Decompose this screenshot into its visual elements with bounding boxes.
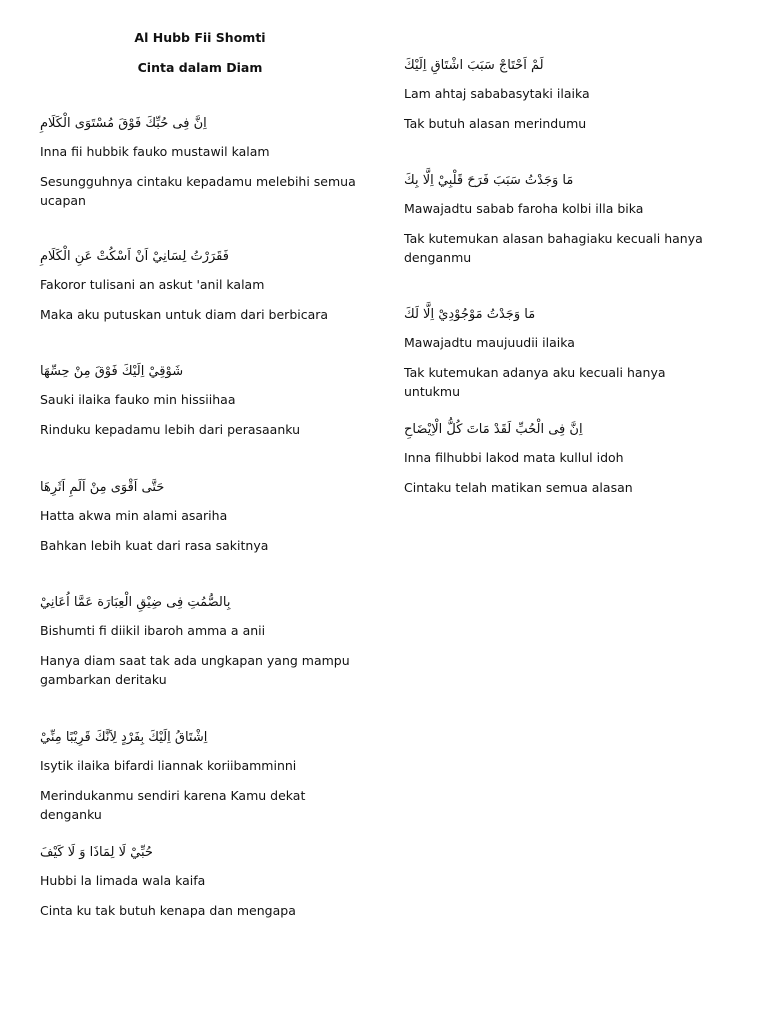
arabic-line: لَمْ اَحْتَاجْ سَبَبَ اشْتَاقِ اِلَيْكَ bbox=[404, 58, 544, 73]
arabic-line: مَا وَجَدْتُ سَبَبَ فَرَحَ قَلْبِيْ اِلَّا بِكَ bbox=[404, 173, 574, 188]
arabic-line: شَوْقِيْ اِلَيْكَ فَوْقَ مِنْ حِسِّهَا bbox=[40, 364, 184, 379]
poem-title: Al Hubb Fii Shomti bbox=[134, 30, 266, 45]
translation-line: Tak kutemukan adanya aku kecuali hanya untukmu bbox=[404, 365, 666, 399]
stanza-left-5 bbox=[40, 593, 360, 689]
transliteration-line: Fakoror tulisani an askut 'anil kalam bbox=[40, 277, 265, 292]
stanza-left-6 bbox=[40, 728, 360, 824]
stanza-left-3 bbox=[40, 362, 360, 439]
stanza-right-3 bbox=[404, 305, 714, 401]
arabic-line: حَتَّى اَقْوَى مِنْ اَلَمِ اَثَرِهَا bbox=[40, 480, 165, 495]
transliteration-line: Inna filhubbi lakod mata kullul idoh bbox=[404, 450, 624, 465]
poem-subtitle: Cinta dalam Diam bbox=[137, 60, 263, 75]
transliteration-line: Hatta akwa min alami asariha bbox=[40, 508, 228, 523]
translation-line: Hanya diam saat tak ada ungkapan yang mampu gambarkan deritaku bbox=[40, 653, 350, 687]
transliteration-line: Mawajadtu maujuudii ilaika bbox=[404, 335, 575, 350]
translation-line: Tak kutemukan alasan bahagiaku kecuali hanya denganmu bbox=[404, 231, 703, 265]
translation-line: Sesungguhnya cintaku kepadamu melebihi semua ucapan bbox=[40, 174, 356, 208]
translation-line: Maka aku putuskan untuk diam dari berbicara bbox=[40, 307, 329, 322]
stanza-right-4 bbox=[404, 420, 714, 497]
arabic-line: مَا وَجَدْتُ مَوْجُوْدِيْ اِلَّا لَكَ bbox=[404, 307, 536, 322]
arabic-line: فَقَرَرْتُ لِسَانِيْ اَنْ اَسْكُتْ عَنِ الْكَلَامِ bbox=[40, 249, 229, 264]
transliteration-line: Bishumti fi diikil ibaroh amma a anii bbox=[40, 623, 266, 638]
translation-line: Bahkan lebih kuat dari rasa sakitnya bbox=[40, 538, 269, 553]
arabic-line: اِنَّ فِى الْحُبِّ لَقَدْ مَاتَ كُلُّ الْاِيْضَاحِ bbox=[404, 422, 583, 437]
stanza-right-1 bbox=[404, 56, 714, 133]
stanza-right-2 bbox=[404, 171, 714, 267]
arabic-line: بِالصُّمُتِ فِى ضِيْقِ الْعِبَارَة عَمَّا اُعَانِيْ bbox=[40, 595, 231, 610]
transliteration-line: Mawajadtu sabab faroha kolbi illa bika bbox=[404, 201, 644, 216]
arabic-line: اِشْتَاقُ اِلَيْكَ بِفَرْدٍ لِاَنَّكَ قَرِيْبًا مِنِّيْ bbox=[40, 730, 208, 745]
transliteration-line: Isytik ilaika bifardi liannak koriibamminni bbox=[40, 758, 297, 773]
stanza-left-7 bbox=[40, 843, 360, 920]
translation-line: Tak butuh alasan merindumu bbox=[404, 116, 587, 131]
transliteration-line: Inna fii hubbik fauko mustawil kalam bbox=[40, 144, 270, 159]
transliteration-line: Hubbi la limada wala kaifa bbox=[40, 873, 206, 888]
stanza-left-1 bbox=[40, 114, 360, 210]
translation-line: Rinduku kepadamu lebih dari perasaanku bbox=[40, 422, 301, 437]
stanza-left-4 bbox=[40, 478, 360, 555]
translation-line: Cintaku telah matikan semua alasan bbox=[404, 480, 633, 495]
transliteration-line: Sauki ilaika fauko min hissiihaa bbox=[40, 392, 236, 407]
arabic-line: حُبِّيْ لَا لِمَاذَا وَ لَا كَيْفَ bbox=[40, 845, 153, 860]
arabic-line: اِنَّ فِى حُبِّكَ فَوْقَ مُسْتَوَى الْكَلَامِ bbox=[40, 116, 207, 131]
translation-line: Merindukanmu sendiri karena Kamu dekat denganku bbox=[40, 788, 306, 822]
stanza-left-2 bbox=[40, 247, 360, 324]
transliteration-line: Lam ahtaj sababasytaki ilaika bbox=[404, 86, 590, 101]
translation-line: Cinta ku tak butuh kenapa dan mengapa bbox=[40, 903, 296, 918]
